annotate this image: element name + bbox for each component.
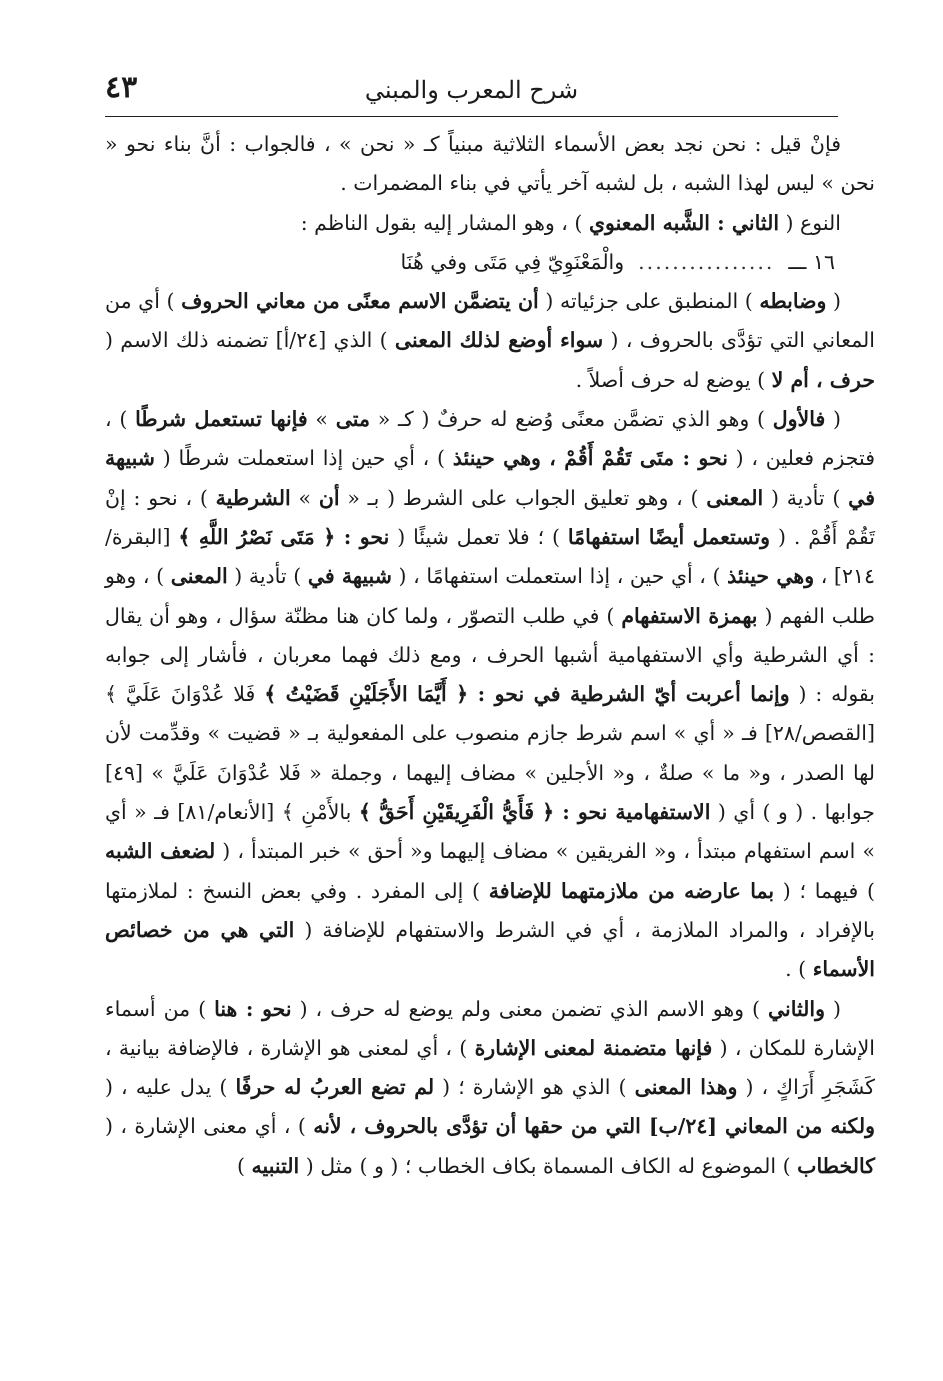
text-run: ) الموضوع له الكاف المسماة بكاف الخطاب ؛ ( و ) مثل ( [299, 1153, 798, 1178]
text-run: بالأَمْنِ ﴾ [الأنعام/٨١] فـ « أي » اسم استفهام مبتدأ ، و« الفريقين » مضاف إليهما و« أحق » خبر المبتدأ ، ( [105, 800, 875, 864]
text-run: ) أي من المعاني التي تؤدَّى بالحروف ، ( [105, 289, 875, 353]
text-run: ) ، وهو طلب الفهم ( [105, 564, 875, 628]
bold-text-run: وإنما أعربت أيّ الشرطية في نحو : ﴿ أَيَّمَا الأَجَلَيْنِ قَضَيْتُ ﴾ [264, 682, 790, 707]
text-run: النوع ( [779, 210, 841, 235]
text-run: ) يدل عليه ، ( [105, 1075, 236, 1100]
bold-text-run: شبيهة في [105, 446, 876, 510]
bold-text-run: ولكنه من المعاني [٢٤/ب] التي من حقها أن تؤدَّى بالحروف ، لأنه [313, 1114, 875, 1139]
bold-text-run: فإنها متضمنة لمعنى الإشارة [474, 1035, 713, 1060]
bold-text-run: بما عارضه من ملازمتهما للإضافة [488, 878, 775, 903]
verse-line [105, 243, 875, 282]
bold-text-run: وهذا المعنى [634, 1075, 738, 1100]
text-run: ) الذي هو الإشارة ؛ ( [434, 1075, 635, 1100]
bold-text-run: وهي حينئذ [727, 564, 815, 589]
bold-text-run: الشرطية [215, 485, 291, 510]
verse-number: ١٦ ـــ [788, 249, 835, 274]
bold-text-run: وضابطه [759, 289, 827, 314]
bold-text-run: شبيهة في [307, 564, 392, 589]
verse-ellipsis: ................ [638, 249, 775, 274]
bold-text-run: بهمزة الاستفهام [621, 603, 758, 628]
bold-text-run: والثاني [767, 996, 826, 1021]
paragraph [105, 125, 875, 204]
bold-text-run: المعنى [706, 485, 764, 510]
text-run: ( [825, 407, 842, 432]
text-run: ) ، أي لمعنى هو الإشارة ، فالإضافة بيانية ، كَشَجَرِ أَرَاكٍ ، ( [105, 1035, 876, 1100]
text-run: ) وهو الاسم الذي تضمن معنى ولم يوضع له حرف ، ( [291, 996, 768, 1021]
bold-text-run: التي هي من خصائص الأسماء [105, 917, 875, 982]
running-title: شرح المعرب والمبني [364, 76, 579, 104]
bold-text-run: كالخطاب [797, 1153, 875, 1178]
bold-text-run: سواء أوضع لذلك المعنى [394, 328, 604, 353]
bold-text-run: لم تضع العربُ له حرفًا [235, 1075, 435, 1100]
text-run: ) تأدية ( [227, 564, 308, 589]
text-run: ) من أسماء الإشارة للمكان ، ( [105, 996, 875, 1060]
text-run: » [307, 407, 336, 432]
bold-text-run: الاستفهامية نحو : ﴿ فَأَيُّ الْفَرِيقَيْنِ أَحَقُّ ﴾ [358, 800, 711, 825]
bold-text-run: متى [335, 407, 370, 432]
text-run: ) ، فتجزم فعلين ، ( [105, 407, 876, 471]
bold-text-run: حرف ، أم لا [771, 367, 875, 392]
text-run: ) إلى المفرد . وفي بعض النسخ : لملازمتها بالإفراد ، والمراد الملازمة ، أي في الشرط والاستفهام للإضافة ( [105, 878, 876, 942]
bold-text-run: أن [318, 485, 340, 510]
text-run: ) فيهما ؛ ( [774, 878, 875, 903]
text-run: ) يوضع له حرف أصلاً . [575, 367, 772, 392]
bold-text-run: نحو : هنا [214, 996, 292, 1021]
paragraph [105, 990, 875, 1186]
text-run: ( [826, 289, 841, 314]
bold-text-run: وتستعمل أيضًا استفهامًا [567, 524, 771, 549]
text-run: فَلا عُدْوَانَ عَلَيَّ ﴾ [القصص/٢٨] فـ « أي » اسم شرط جازم منصوب على المفعولية بـ « قضيت » وقدِّمت لأن لها الصدر ، و« ما » صلةٌ ، و« الأجلين » مضاف إليهما ، وجملة « فَلا عُدْوَانَ عَلَيَّ » [٤٩] جوابها . ( و ) أي ( [105, 682, 875, 825]
text-run: » [290, 485, 319, 510]
bold-text-run: نحو : ﴿ مَتَى نَصْرُ اللَّهِ ﴾ [178, 524, 390, 549]
text-run: ) تأدية ( [763, 485, 849, 510]
text-run: ) ، وهو المشار إليه بقول الناظم : [300, 210, 589, 235]
bold-text-run: التنبيه [251, 1153, 300, 1178]
bold-text-run: أن يتضمَّن الاسم معنًى من معاني الحروف [181, 289, 539, 314]
text-run: ) ، أي حين ، إذا استعملت استفهامًا ، ( [391, 564, 728, 589]
text-run: ) ؛ فلا تعمل شيئًا ( [389, 524, 568, 549]
text-run: ) المنطبق على جزئياته ( [538, 289, 760, 314]
paragraph [105, 282, 875, 400]
page-body [105, 125, 875, 1186]
paragraph [105, 400, 875, 989]
text-run: فإنْ قيل : نحن نجد بعض الأسماء الثلاثية مبنياً كـ « نحن » ، فالجواب : أنَّ بناء نحو « نحن » ليس لهذا الشبه ، بل لشبه آخر يأتي في بناء المضمرات . [105, 132, 875, 196]
text-run: [البقرة/٢١٤] ، [105, 524, 875, 589]
bold-text-run: فالأول [772, 407, 826, 432]
text-run: ) ، وهو تعليق الجواب على الشرط ( بـ « [339, 485, 707, 510]
text-run: ) ، أي حين إذا استعملت شرطًا ( [155, 446, 453, 471]
text-run: ) في طلب التصوّر ، ولما كان هنا مظنّة سؤال ، وهو أن يقال : أي الشرطية وأي الاستفهامية أشبها الحرف ، ومع ذلك فهما معربان ، فأشار إلى جوابه بقوله : ( [105, 603, 875, 707]
text-run: ) ، أي معنى الإشارة ، ( [105, 1114, 314, 1139]
text-run: ( [825, 996, 841, 1021]
bold-text-run: الثاني : الشَّبه المعنوي [588, 210, 780, 235]
text-run: ) وهو الذي تضمَّن معنًى وُضع له حرفٌ ( كـ « [369, 407, 773, 432]
text-run: ) الذي [٢٤/أ] تضمنه ذلك الاسم ( [105, 328, 395, 353]
bold-text-run: فإنها تستعمل شرطًا [135, 407, 308, 432]
bold-text-run: المعنى [170, 564, 228, 589]
text-run: ) . [785, 957, 813, 982]
verse-text: والْمَعْنَوِيّ فِي مَتَى وفي هُنَا [400, 249, 625, 274]
page-header [105, 70, 838, 117]
bold-text-run: لضعف الشبه [105, 839, 216, 864]
text-run: ) [237, 1153, 252, 1178]
page-number: ٤٣ [105, 70, 138, 105]
text-run: ) ، نحو : إنْ تَقُمْ أَقُمْ . ( [105, 485, 875, 549]
paragraph [105, 204, 875, 243]
bold-text-run: نحو : متَى تَقُمْ أَقُمْ ، وهي حينئذ [452, 446, 728, 471]
